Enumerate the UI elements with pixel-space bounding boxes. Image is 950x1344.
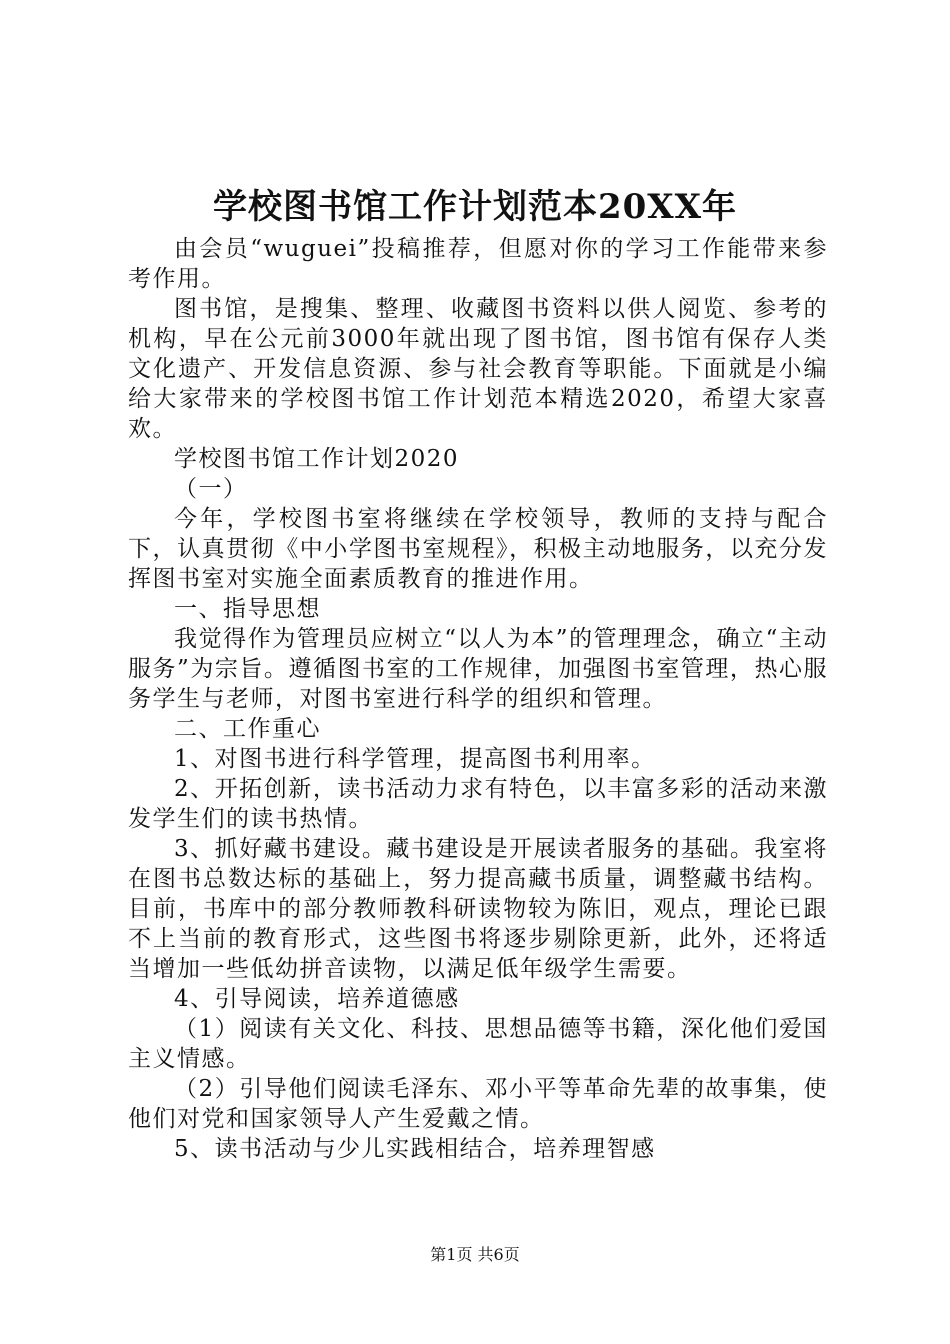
page-footer: 第1页 共6页 (430, 1245, 520, 1264)
document-title: 学校图书馆工作计划范本20XX年 (212, 187, 738, 227)
paragraph-intro: 图书馆，是搜集、整理、收藏图书资料以供人阅览、参考的机构，早在公元前3000年就出现了图书馆，图书馆有保存人类文化遗产、开发信息资源、参与社会教育等职能。下面就是小编给大家带来的学校图书馆工作计划范本精选2020，希望大家喜欢。 (128, 296, 828, 442)
list-item-5: 5、读书活动与少儿实践相结合，培养理智感 (174, 1136, 656, 1162)
section-heading-plan: 学校图书馆工作计划2020 (174, 446, 460, 472)
sub-item-4-1: （1）阅读有关文化、科技、思想品德等书籍，深化他们爱国主义情感。 (128, 1016, 828, 1072)
sub-item-4-2: （2）引导他们阅读毛泽东、邓小平等革命先辈的故事集，使他们对党和国家领导人产生爱戴之情。 (128, 1076, 828, 1132)
list-item-4: 4、引导阅读，培养道德感 (174, 986, 460, 1012)
paragraph-contributor-note: 由会员“wuguei”投稿推荐，但愿对你的学习工作能带来参考作用。 (128, 236, 828, 292)
heading-work-focus: 二、工作重心 (174, 716, 321, 742)
heading-guiding-thought: 一、指导思想 (174, 596, 321, 622)
list-item-1: 1、对图书进行科学管理，提高图书利用率。 (174, 746, 656, 772)
section-number-one: （一） (174, 476, 248, 502)
list-item-2: 2、开拓创新，读书活动力求有特色，以丰富多彩的活动来激发学生们的读书热情。 (128, 776, 828, 832)
list-item-3: 3、抓好藏书建设。藏书建设是开展读者服务的基础。我室将在图书总数达标的基础上，努力提高藏书质量，调整藏书结构。目前，书库中的部分教师教科研读物较为陈旧，观点，理论已跟不上当前的教育形式，这些图书将逐步剔除更新，此外，还将适当增加一些低幼拼音读物，以满足低年级学生需要。 (128, 836, 828, 982)
document-body (128, 234, 828, 1164)
paragraph-overview: 今年，学校图书室将继续在学校领导，教师的支持与配合下，认真贯彻《中小学图书室规程》，积极主动地服务，以充分发挥图书室对实施全面素质教育的推进作用。 (128, 506, 828, 592)
paragraph-guiding-thought: 我觉得作为管理员应树立“以人为本”的管理理念，确立“主动服务”为宗旨。遵循图书室的工作规律，加强图书室管理，热心服务学生与老师，对图书室进行科学的组织和管理。 (128, 626, 828, 712)
